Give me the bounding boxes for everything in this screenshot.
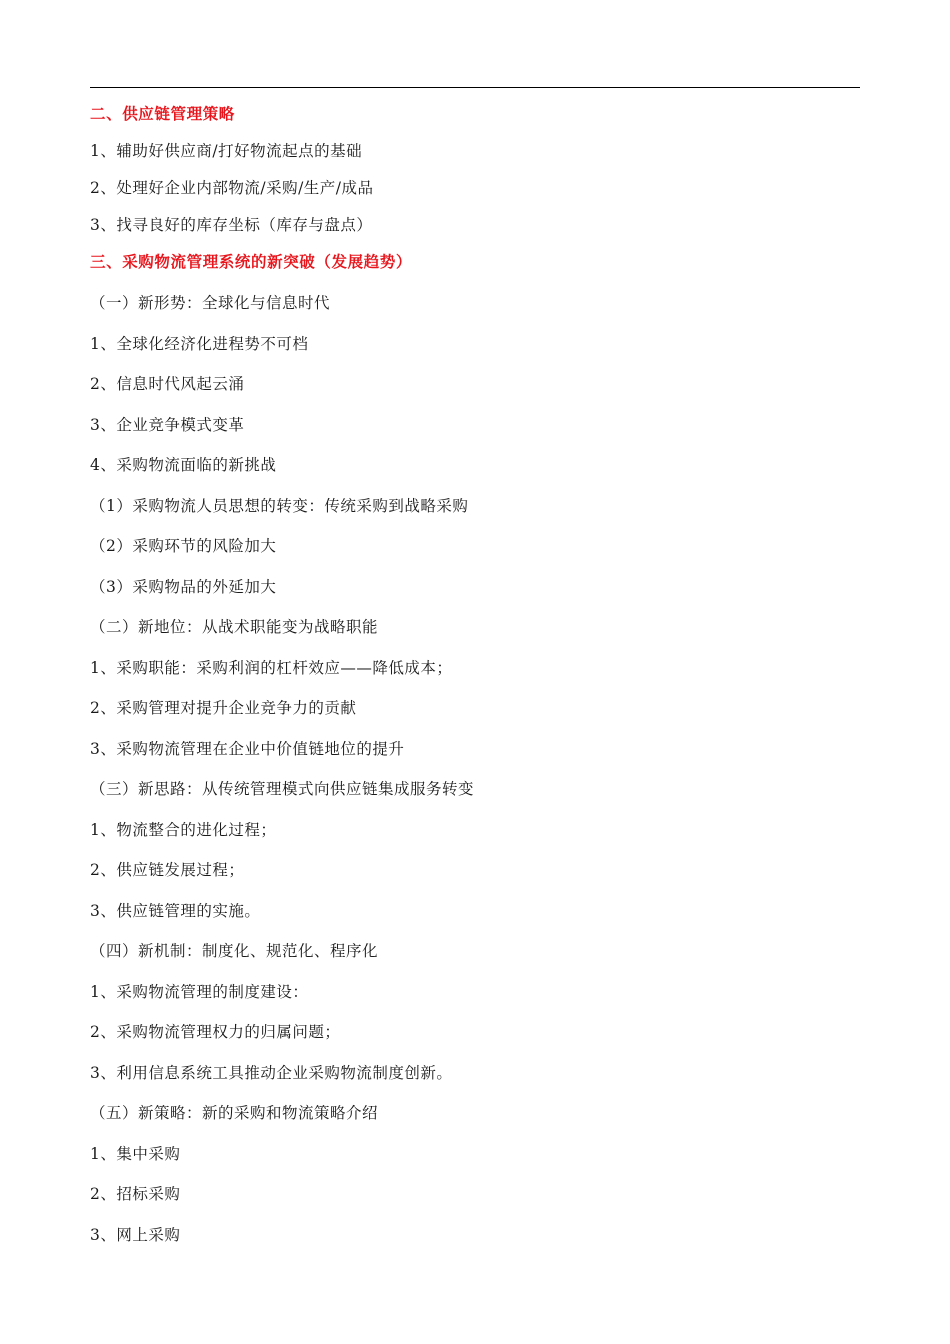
list-item: 1、采购物流管理的制度建设： [90,983,309,1001]
list-item: 2、信息时代风起云涌 [90,375,245,393]
sub-list-item: （3）采购物品的外延加大 [90,578,277,596]
list-item: 1、采购职能：采购利润的杠杆效应——降低成本； [90,659,453,677]
list-item: 1、全球化经济化进程势不可档 [90,335,309,353]
sub-list-item: （1）采购物流人员思想的转变：传统采购到战略采购 [90,497,469,515]
section-heading: 二、供应链管理策略 [90,105,235,123]
sub-list-item: （2）采购环节的风险加大 [90,537,277,555]
list-item: 2、供应链发展过程； [90,861,245,879]
list-item: 2、采购物流管理权力的归属问题； [90,1023,341,1041]
list-item: 2、采购管理对提升企业竞争力的贡献 [90,699,357,717]
list-item: 3、供应链管理的实施。 [90,902,261,920]
list-item: 3、利用信息系统工具推动企业采购物流制度创新。 [90,1064,453,1082]
list-item: 1、物流整合的进化过程； [90,821,277,839]
list-item: 3、找寻良好的库存坐标（库存与盘点） [90,216,373,234]
list-item: 3、采购物流管理在企业中价值链地位的提升 [90,740,405,758]
list-item: 3、网上采购 [90,1226,181,1244]
subsection-heading: （三）新思路：从传统管理模式向供应链集成服务转变 [90,780,475,798]
list-item: 2、招标采购 [90,1185,181,1203]
subsection-heading: （五）新策略：新的采购和物流策略介绍 [90,1104,379,1122]
list-item: 3、企业竞争模式变革 [90,416,245,434]
subsection-heading: （四）新机制：制度化、规范化、程序化 [90,942,379,960]
list-item: 2、处理好企业内部物流/采购/生产/成品 [90,179,374,197]
list-item: 1、集中采购 [90,1145,181,1163]
list-item: 1、辅助好供应商/打好物流起点的基础 [90,142,363,160]
list-item: 4、采购物流面临的新挑战 [90,456,277,474]
section-heading: 三、采购物流管理系统的新突破（发展趋势） [90,253,413,271]
header-rule [90,87,860,88]
subsection-heading: （二）新地位：从战术职能变为战略职能 [90,618,379,636]
subsection-heading: （一）新形势：全球化与信息时代 [90,294,331,312]
